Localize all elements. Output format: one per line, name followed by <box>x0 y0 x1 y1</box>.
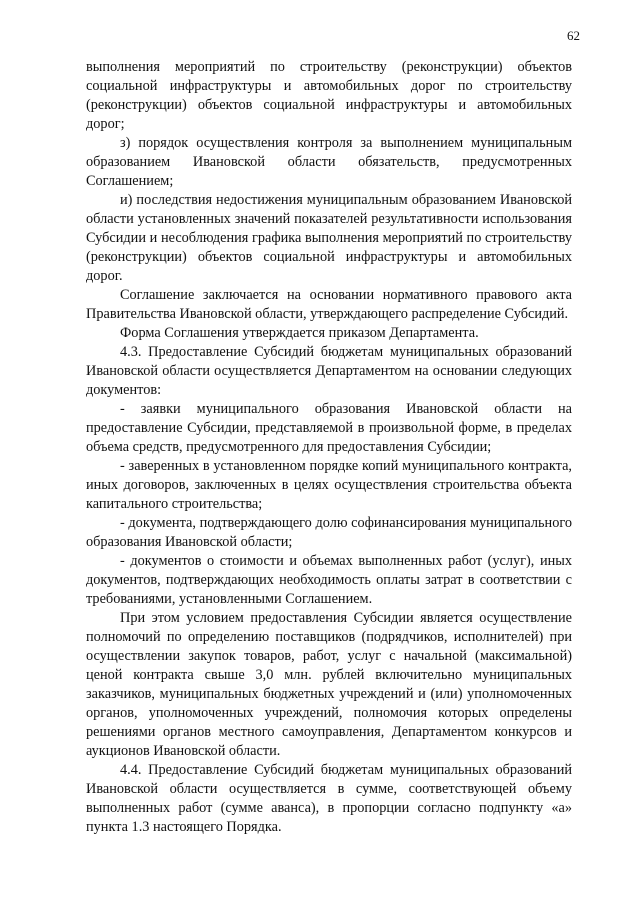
paragraph: При этом условием предоставления Субсидии является осуществление полномочий по определению поставщиков (подрядчиков, исполнителей) при осуществлении закупок товаров, работ, услуг с начальной (максимальной) ценой контракта свыше 3,0 млн. рублей включительно муниципальных заказчиков, муниципальных бюджетных учреждений и (или) уполномоченных органов, уполномоченных учреждений, полномочия которых определены решениями органов местного самоуправления, Департаментом конкурсов и аукционов Ивановской области. <box>86 610 572 759</box>
list-item: - заверенных в установленном порядке копий муниципального контракта, иных договоров, заключенных в целях осуществления строительства объекта капитального строительства; <box>86 458 572 512</box>
section-4-4-paragraph: 4.4. Предоставление Субсидий бюджетам муниципальных образований Ивановской области осуществляется в сумме, соответствующей объему выполненных работ (сумме аванса), в пропорции согласно подпункту «а» пункта 1.3 настоящего Порядка. <box>86 762 572 835</box>
paragraph: и) последствия недостижения муниципальным образованием Ивановской области установленных значений показателей результативности использования Субсидии и несоблюдения графика выполнения мероприятий по строительству (реконструкции) объектов социальной инфраструктуры и автомобильных дорог. <box>86 192 572 284</box>
paragraph: выполнения мероприятий по строительству (реконструкции) объектов социальной инфраструктуры и автомобильных дорог по строительству (реконструкции) объектов социальной инфраструктуры и автомобильных дорог; <box>86 59 572 132</box>
page-number: 62 <box>567 28 580 43</box>
section-4-3-paragraph: 4.3. Предоставление Субсидий бюджетам муниципальных образований Ивановской области осуществляется Департаментом на основании следующих документов: <box>86 344 572 398</box>
paragraph: з) порядок осуществления контроля за выполнением муниципальным образованием Ивановской области обязательств, предусмотренных Соглашением; <box>86 135 572 189</box>
list-item: - заявки муниципального образования Ивановской области на предоставление Субсидии, представляемой в произвольной форме, в пределах объема средств, предусмотренного для предоставления Субсидии; <box>86 401 572 455</box>
paragraph: Соглашение заключается на основании нормативного правового акта Правительства Ивановской области, утверждающего распределение Субсидий. <box>86 287 572 322</box>
document-body <box>86 58 572 837</box>
paragraph: Форма Соглашения утверждается приказом Департамента. <box>120 325 479 341</box>
list-item: - документа, подтверждающего долю софинансирования муниципального образования Ивановской области; <box>86 515 572 550</box>
list-item: - документов о стоимости и объемах выполненных работ (услуг), иных документов, подтверждающих необходимость оплаты затрат в соответствии с требованиями, установленными Соглашением. <box>86 553 572 607</box>
